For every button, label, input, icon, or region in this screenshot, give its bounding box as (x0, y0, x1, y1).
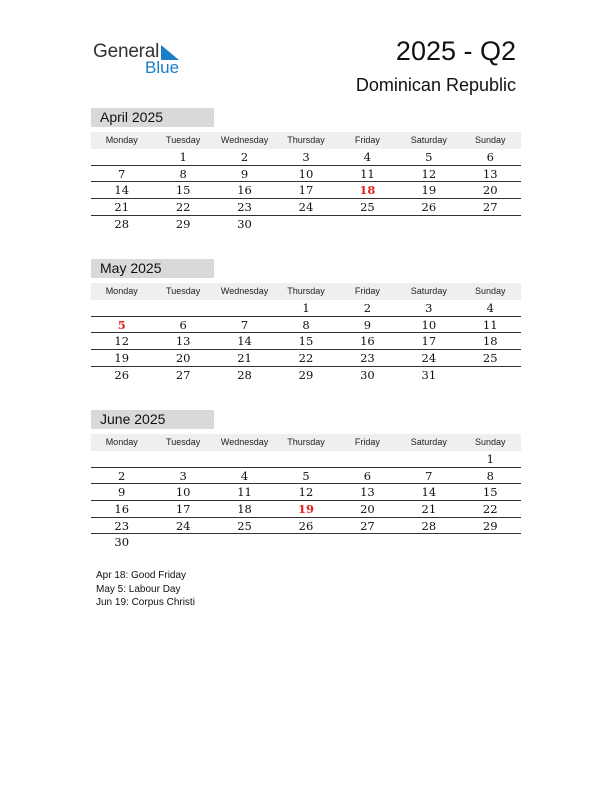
weekday-label: Friday (354, 286, 380, 296)
week-row (91, 317, 521, 334)
weekday-label: Thursday (287, 286, 325, 296)
week-row (91, 367, 521, 384)
weekday-label: Thursday (287, 135, 325, 145)
day-cell: 21 (114, 200, 130, 215)
day-cell: 19 (114, 351, 130, 366)
empty-day-cell (398, 451, 459, 467)
day-cell: 9 (363, 317, 372, 332)
day-cell: 23 (237, 200, 252, 215)
day-cell: 7 (240, 317, 249, 332)
month-block (91, 259, 521, 383)
day-cell: 25 (360, 200, 375, 215)
day-cell: 19 (421, 183, 437, 198)
day-cell: 5 (425, 150, 433, 164)
week-row (91, 199, 521, 216)
day-cell: 13 (175, 334, 191, 349)
empty-day-cell (460, 216, 521, 233)
brand-name-blue: Blue (145, 58, 180, 77)
day-cell: 1 (302, 301, 310, 315)
empty-day-cell (275, 534, 336, 551)
day-cell: 11 (482, 317, 498, 332)
weekday-label: Wednesday (220, 437, 269, 447)
day-cell: 15 (482, 485, 498, 500)
day-cell: 2 (118, 468, 126, 483)
day-cell: 25 (237, 518, 252, 533)
brand-name-general: General (93, 41, 160, 62)
day-cell: 14 (114, 183, 130, 198)
week-row (91, 300, 521, 317)
day-cell: 27 (360, 518, 375, 533)
weekday-label: Wednesday (220, 135, 269, 145)
day-cell: 4 (363, 150, 372, 164)
week-row (91, 501, 521, 518)
holiday-date: 19 (297, 502, 314, 517)
week-row (91, 166, 521, 183)
holiday-date: 5 (117, 317, 126, 332)
weekday-label: Monday (105, 286, 138, 296)
empty-day-cell (398, 534, 459, 551)
holiday-note: Apr 18: Good Friday (96, 570, 187, 581)
week-row (91, 468, 521, 485)
empty-day-cell (337, 534, 398, 551)
day-cell: 10 (175, 485, 191, 500)
day-cell: 27 (175, 367, 191, 382)
day-cell: 17 (421, 334, 437, 349)
day-cell: 7 (118, 166, 126, 181)
day-cell: 16 (114, 502, 130, 517)
day-cell: 6 (179, 317, 187, 332)
day-cell: 9 (240, 166, 249, 181)
holiday-note: Jun 19: Corpus Christi (96, 597, 195, 608)
day-cell: 3 (179, 468, 187, 483)
day-cell: 16 (237, 183, 252, 198)
week-row (91, 484, 521, 501)
weekday-label: Tuesday (166, 437, 201, 447)
empty-day-cell (91, 300, 152, 316)
day-cell: 10 (421, 317, 437, 332)
weekday-label: Sunday (474, 135, 506, 145)
day-cell: 23 (114, 518, 130, 533)
week-row (91, 333, 521, 350)
month-block (91, 108, 521, 232)
day-cell: 17 (175, 502, 191, 517)
month-title: June 2025 (91, 410, 214, 429)
day-cell: 28 (421, 518, 437, 533)
day-cell: 8 (179, 166, 187, 181)
day-cell: 20 (175, 351, 191, 366)
day-cell: 20 (482, 183, 498, 198)
weekday-header-row (91, 283, 521, 300)
weekday-label: Friday (354, 437, 380, 447)
day-cell: 28 (114, 216, 130, 231)
week-row (91, 149, 521, 166)
day-cell: 29 (298, 367, 314, 382)
day-cell: 15 (298, 334, 314, 349)
page-title: 2025 - Q2 (395, 36, 516, 66)
day-cell: 7 (425, 468, 433, 483)
holiday-notes (96, 569, 195, 610)
day-cell: 13 (482, 166, 498, 181)
empty-day-cell (91, 451, 152, 467)
week-row (91, 534, 521, 551)
day-cell: 1 (179, 150, 187, 164)
weekday-label: Monday (105, 437, 138, 447)
day-cell: 28 (237, 367, 252, 382)
day-cell: 8 (486, 468, 494, 483)
brand-logo (93, 41, 193, 81)
weekday-label: Sunday (474, 286, 506, 296)
empty-day-cell (460, 367, 521, 384)
day-cell: 2 (363, 301, 372, 315)
day-cell: 15 (175, 183, 191, 198)
day-cell: 11 (360, 166, 375, 181)
empty-day-cell (398, 216, 459, 233)
weekday-label: Saturday (410, 437, 447, 447)
empty-day-cell (214, 534, 275, 551)
month-title: May 2025 (91, 259, 214, 278)
day-cell: 22 (298, 351, 314, 366)
weekday-label: Tuesday (166, 135, 201, 145)
day-cell: 30 (360, 367, 375, 382)
day-cell: 23 (360, 351, 375, 366)
weekday-label: Saturday (410, 286, 447, 296)
weekday-label: Wednesday (220, 286, 269, 296)
weekday-label: Tuesday (166, 286, 201, 296)
week-row (91, 518, 521, 535)
country-subtitle: Dominican Republic (355, 75, 516, 95)
day-cell: 21 (237, 351, 252, 366)
week-row (91, 350, 521, 367)
day-cell: 9 (118, 485, 126, 500)
empty-day-cell (460, 534, 521, 551)
day-cell: 25 (482, 351, 498, 366)
day-cell: 27 (482, 200, 498, 215)
week-row (91, 182, 521, 199)
day-cell: 24 (421, 351, 437, 366)
empty-day-cell (337, 216, 398, 233)
day-cell: 6 (486, 150, 494, 164)
day-cell: 12 (114, 334, 130, 349)
day-cell: 16 (360, 334, 375, 349)
empty-day-cell (152, 534, 213, 551)
weekday-label: Friday (354, 135, 380, 145)
day-cell: 17 (298, 183, 314, 198)
empty-day-cell (214, 300, 275, 316)
day-cell: 4 (486, 301, 494, 315)
day-cell: 20 (360, 502, 375, 517)
day-cell: 14 (237, 334, 252, 349)
day-cell: 26 (114, 367, 130, 382)
day-cell: 3 (302, 150, 310, 164)
empty-day-cell (152, 300, 213, 316)
day-cell: 26 (421, 200, 437, 215)
day-cell: 10 (298, 166, 314, 181)
weekday-header-row (91, 434, 521, 451)
day-cell: 12 (421, 166, 437, 181)
day-cell: 24 (298, 200, 314, 215)
day-cell: 11 (237, 485, 252, 500)
weekday-label: Saturday (410, 135, 447, 145)
day-cell: 5 (302, 468, 310, 483)
day-cell: 13 (360, 485, 375, 500)
holiday-date: 18 (359, 183, 376, 198)
day-cell: 30 (114, 535, 130, 550)
day-cell: 24 (175, 518, 191, 533)
weekday-label: Thursday (287, 437, 325, 447)
day-cell: 22 (482, 502, 498, 517)
day-cell: 1 (486, 452, 494, 466)
weekday-label: Sunday (474, 437, 506, 447)
day-cell: 14 (421, 485, 437, 500)
empty-day-cell (152, 451, 213, 467)
day-cell: 6 (363, 468, 372, 483)
day-cell: 4 (240, 468, 249, 483)
day-cell: 2 (240, 150, 249, 164)
day-cell: 29 (482, 518, 498, 533)
month-block (91, 410, 521, 551)
day-cell: 8 (302, 317, 310, 332)
day-cell: 18 (482, 334, 498, 349)
day-cell: 22 (175, 200, 191, 215)
week-row (91, 216, 521, 233)
day-cell: 18 (237, 502, 252, 517)
day-cell: 31 (421, 367, 437, 382)
day-cell: 29 (175, 216, 191, 231)
day-cell: 30 (237, 216, 252, 231)
empty-day-cell (337, 451, 398, 467)
day-cell: 21 (421, 502, 437, 517)
weekday-header-row (91, 132, 521, 149)
weekday-label: Monday (105, 135, 138, 145)
day-cell: 3 (425, 301, 433, 315)
empty-day-cell (275, 216, 336, 233)
holiday-note: May 5: Labour Day (96, 583, 181, 595)
week-row (91, 451, 521, 468)
empty-day-cell (214, 451, 275, 467)
empty-day-cell (275, 451, 336, 467)
day-cell: 12 (298, 485, 314, 500)
empty-day-cell (91, 149, 152, 165)
day-cell: 26 (298, 518, 314, 533)
month-title: April 2025 (91, 108, 214, 127)
